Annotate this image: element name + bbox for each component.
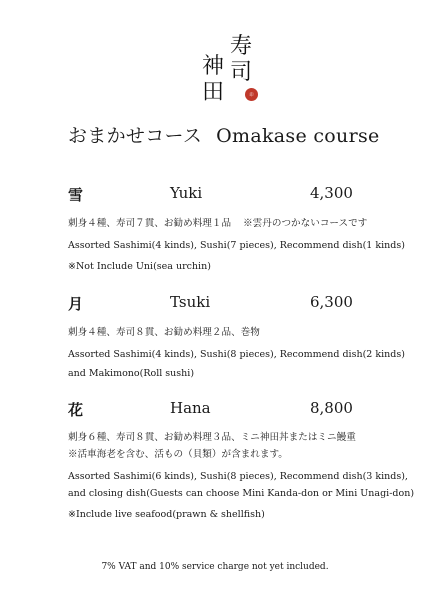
course-price: 8,800 <box>310 399 353 417</box>
course-description-en: Assorted Sashimi(4 kinds), Sushi(7 pieces), Recommend dish(1 kinds) <box>68 240 405 251</box>
logo-char: 神 <box>202 54 225 79</box>
restaurant-logo <box>186 36 266 110</box>
course-header <box>68 293 418 315</box>
logo-char: 寿 <box>230 34 253 59</box>
course-kanji: 花 <box>68 401 84 419</box>
course-header <box>68 399 418 421</box>
logo-char: 司 <box>230 60 253 85</box>
course-yuki <box>68 184 418 275</box>
course-note-jp: ※雲丹のつかないコースです <box>243 218 368 229</box>
course-description-en: and Makimono(Roll sushi) <box>68 368 195 379</box>
course-description-jp <box>68 215 418 232</box>
course-header <box>68 184 418 206</box>
course-description-en: Assorted Sashimi(4 kinds), Sushi(8 pieces), Recommend dish(2 kinds) <box>68 349 405 360</box>
logo-char: 田 <box>202 80 225 105</box>
course-description-jp: 刺身６種、寿司８貫、お勧め料理３品、ミニ神田丼またはミニ鰻重 <box>68 432 356 443</box>
course-description-jp: 刺身４種、寿司８貫、お勧め料理２品、巻物 <box>68 327 260 338</box>
course-kanji: 雪 <box>68 186 84 204</box>
course-description-en: and closing dish(Guests can choose Mini Kanda-don or Mini Unagi-don) <box>68 488 415 499</box>
page-title <box>68 121 398 148</box>
course-name: Tsuki <box>170 293 211 311</box>
course-name: Yuki <box>170 184 203 202</box>
course-description-en: Assorted Sashimi(6 kinds), Sushi(8 pieces), Recommend dish(3 kinds), <box>68 471 408 482</box>
footer-tax-note: 7% VAT and 10% service charge not yet included. <box>101 562 329 572</box>
course-hana <box>68 399 418 523</box>
seal-stamp-icon: 印 <box>245 88 258 101</box>
course-kanji: 月 <box>68 295 84 313</box>
course-tsuki <box>68 293 418 382</box>
course-note-en: ※Include live seafood(prawn & shellfish) <box>68 509 265 520</box>
course-note-jp: ※活車海老を含む、活もの（貝類）が含まれます。 <box>68 449 288 460</box>
course-items-jp: 刺身４種、寿司７貫、お勧め料理１品 <box>68 218 232 229</box>
title-en: Omakase course <box>216 125 380 147</box>
course-note-en: ※Not Include Uni(sea urchin) <box>68 261 211 272</box>
course-price: 4,300 <box>310 184 353 202</box>
course-name: Hana <box>170 399 211 417</box>
title-jp: おまかせコース <box>68 125 203 147</box>
course-price: 6,300 <box>310 293 353 311</box>
